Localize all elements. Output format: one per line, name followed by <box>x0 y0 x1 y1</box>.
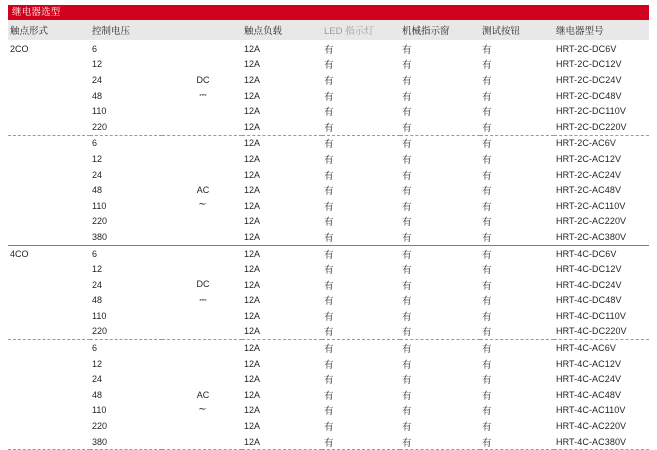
cell-control-voltage: 12 <box>92 264 103 275</box>
cell-contact-load: 12A <box>244 264 261 275</box>
table-header-row <box>8 20 649 41</box>
cell-relay-model: HRT-4C-AC110V <box>556 405 626 416</box>
cell-relay-model: HRT-4C-DC6V <box>554 245 649 261</box>
cell-test-button: 有 <box>482 60 492 72</box>
cell-control-voltage: 24 <box>92 74 103 85</box>
cell-control-voltage: 48 <box>92 185 103 196</box>
cell-test-button: 有 <box>482 359 492 371</box>
cell-voltage-kind <box>162 403 242 419</box>
cell-relay-model: HRT-4C-AC380V <box>554 434 649 450</box>
cell-control-voltage: 380 <box>90 434 162 450</box>
cell-relay-model: HRT-2C-AC6V <box>554 135 649 151</box>
cell-contact-load: 12A <box>242 340 322 356</box>
cell-mechanical-window: 有 <box>402 154 412 166</box>
cell-contact-load: 12A <box>244 90 261 101</box>
cell-control-voltage: 48 <box>92 295 103 306</box>
table-row <box>8 356 649 372</box>
cell-contact-form <box>8 293 90 309</box>
cell-test-button: 有 <box>482 186 492 198</box>
table-row <box>8 72 649 88</box>
cell-mechanical-window: 有 <box>400 41 480 57</box>
cell-contact-form <box>8 182 90 198</box>
cell-mechanical-window: 有 <box>402 201 412 213</box>
column-header-relay-model: 继电器型号 <box>554 20 649 41</box>
cell-test-button: 有 <box>482 232 492 244</box>
cell-relay-model: HRT-2C-DC6V <box>554 41 649 57</box>
cell-led-indicator: 有 <box>324 60 334 72</box>
cell-mechanical-window: 有 <box>400 245 480 261</box>
cell-test-button: 有 <box>482 107 492 119</box>
cell-relay-model: HRT-4C-DC220V <box>556 326 627 337</box>
cell-test-button: 有 <box>482 91 492 103</box>
cell-mechanical-window: 有 <box>400 135 480 151</box>
table-row <box>8 41 649 57</box>
column-header-led-indicator: LED 指示灯 <box>322 20 400 41</box>
cell-relay-model: HRT-2C-DC12V <box>556 59 622 70</box>
section-title: 继电器选型 <box>12 7 61 18</box>
cell-voltage-kind <box>162 88 242 104</box>
cell-contact-load: 12A <box>242 41 322 57</box>
cell-contact-form <box>8 261 90 277</box>
cell-led-indicator: 有 <box>324 280 334 292</box>
cell-relay-model: HRT-2C-AC110V <box>556 200 626 211</box>
cell-contact-form <box>8 135 90 151</box>
table-row <box>8 214 649 230</box>
cell-relay-model: HRT-2C-DC48V <box>556 90 622 101</box>
table-row <box>8 293 649 309</box>
column-header-contact-load: 触点负载 <box>242 20 322 41</box>
cell-test-button: 有 <box>482 280 492 292</box>
cell-contact-load: 12A <box>244 310 261 321</box>
cell-contact-load: 12A <box>244 169 261 180</box>
cell-contact-form <box>8 103 90 119</box>
voltage-kind-label: AC <box>196 184 210 195</box>
voltage-kind-label: DC <box>196 74 210 85</box>
column-header-control-voltage: 控制电压 <box>90 20 162 41</box>
cell-contact-load: 12A <box>244 326 261 337</box>
cell-contact-form <box>8 214 90 230</box>
cell-test-button: 有 <box>482 390 492 402</box>
cell-relay-model: HRT-4C-DC48V <box>556 295 622 306</box>
cell-control-voltage: 24 <box>92 279 103 290</box>
cell-contact-form: 2CO <box>8 41 90 57</box>
cell-led-indicator: 有 <box>322 41 400 57</box>
cell-led-indicator: 有 <box>324 375 334 387</box>
cell-mechanical-window: 有 <box>402 186 412 198</box>
cell-contact-load: 12A <box>244 153 261 164</box>
ac-wave-icon: ∼ <box>198 198 208 210</box>
table-row <box>8 403 649 419</box>
cell-contact-load: 12A <box>244 374 261 385</box>
table-row <box>8 277 649 293</box>
cell-mechanical-window: 有 <box>402 91 412 103</box>
cell-led-indicator: 有 <box>324 265 334 277</box>
cell-contact-form <box>8 418 90 434</box>
cell-contact-load: 12A <box>244 295 261 306</box>
cell-mechanical-window: 有 <box>400 340 480 356</box>
cell-test-button: 有 <box>480 340 554 356</box>
cell-mechanical-window: 有 <box>402 390 412 402</box>
relay-selection-table <box>8 20 649 450</box>
table-row <box>8 434 649 450</box>
cell-test-button: 有 <box>482 327 492 339</box>
cell-led-indicator: 有 <box>324 107 334 119</box>
cell-contact-form <box>8 324 90 340</box>
table-row <box>8 261 649 277</box>
cell-voltage-kind <box>162 229 242 245</box>
cell-contact-form <box>8 340 90 356</box>
cell-mechanical-window: 有 <box>402 122 412 134</box>
table-row <box>8 308 649 324</box>
cell-control-voltage: 12 <box>92 358 103 369</box>
cell-relay-model: HRT-4C-AC24V <box>556 374 622 385</box>
cell-contact-load: 12A <box>244 358 261 369</box>
cell-test-button: 有 <box>482 296 492 308</box>
cell-led-indicator: 有 <box>324 422 334 434</box>
cell-voltage-kind <box>162 340 242 356</box>
cell-test-button: 有 <box>482 154 492 166</box>
table-row <box>8 151 649 167</box>
cell-led-indicator: 有 <box>324 296 334 308</box>
cell-led-indicator: 有 <box>324 186 334 198</box>
cell-contact-load: 12A <box>242 434 322 450</box>
table-row <box>8 88 649 104</box>
cell-test-button: 有 <box>482 201 492 213</box>
cell-voltage-kind <box>162 434 242 450</box>
cell-control-voltage: 6 <box>90 245 162 261</box>
cell-test-button: 有 <box>482 265 492 277</box>
cell-contact-form <box>8 167 90 183</box>
cell-test-button: 有 <box>482 170 492 182</box>
table-row <box>8 229 649 245</box>
cell-control-voltage: 220 <box>92 121 108 132</box>
cell-led-indicator: 有 <box>324 154 334 166</box>
cell-mechanical-window: 有 <box>402 296 412 308</box>
cell-voltage-kind <box>162 214 242 230</box>
cell-voltage-kind <box>162 371 242 387</box>
cell-mechanical-window: 有 <box>402 327 412 339</box>
cell-mechanical-window: 有 <box>402 107 412 119</box>
cell-relay-model: HRT-4C-DC12V <box>556 264 622 275</box>
cell-contact-form <box>8 198 90 214</box>
cell-control-voltage: 12 <box>92 59 103 70</box>
cell-mechanical-window: 有 <box>402 265 412 277</box>
cell-test-button: 有 <box>482 406 492 418</box>
cell-mechanical-window: 有 <box>402 311 412 323</box>
table-row <box>8 324 649 340</box>
cell-voltage-kind <box>162 57 242 73</box>
cell-contact-load: 12A <box>242 245 322 261</box>
cell-contact-form <box>8 151 90 167</box>
cell-control-voltage: 110 <box>92 310 107 321</box>
cell-relay-model: HRT-2C-DC110V <box>556 106 626 117</box>
cell-contact-form <box>8 371 90 387</box>
cell-control-voltage: 48 <box>92 389 103 400</box>
cell-relay-model: HRT-2C-DC24V <box>556 74 622 85</box>
cell-led-indicator: 有 <box>324 217 334 229</box>
cell-control-voltage: 24 <box>92 169 103 180</box>
cell-voltage-kind <box>162 261 242 277</box>
cell-control-voltage: 6 <box>90 135 162 151</box>
cell-contact-load: 12A <box>244 59 261 70</box>
table-row <box>8 245 649 261</box>
cell-relay-model: HRT-2C-AC12V <box>556 153 622 164</box>
cell-contact-load: 12A <box>244 106 261 117</box>
cell-led-indicator: 有 <box>324 311 334 323</box>
cell-voltage-kind <box>162 182 242 198</box>
cell-contact-load: 12A <box>242 135 322 151</box>
cell-test-button: 有 <box>480 434 554 450</box>
cell-relay-model: HRT-2C-AC380V <box>556 231 627 242</box>
table-row <box>8 418 649 434</box>
cell-relay-model: HRT-4C-DC110V <box>556 310 626 321</box>
cell-contact-load: 12A <box>244 216 261 227</box>
dc-line-icon: ⎓ <box>199 90 207 101</box>
cell-test-button: 有 <box>482 375 492 387</box>
cell-contact-load: 12A <box>244 200 261 211</box>
table-row <box>8 340 649 356</box>
table-body <box>8 41 649 450</box>
cell-relay-model: HRT-2C-DC220V <box>556 121 627 132</box>
cell-test-button: 有 <box>480 41 554 57</box>
cell-mechanical-window: 有 <box>402 280 412 292</box>
cell-test-button: 有 <box>482 311 492 323</box>
cell-contact-form: 4CO <box>8 245 90 261</box>
cell-contact-load: 12A <box>244 405 261 416</box>
cell-control-voltage: 380 <box>92 231 108 242</box>
ac-wave-icon: ∼ <box>198 403 208 415</box>
cell-relay-model: HRT-2C-AC220V <box>556 216 627 227</box>
cell-relay-model: HRT-4C-AC220V <box>556 421 627 432</box>
cell-test-button: 有 <box>480 135 554 151</box>
cell-relay-model: HRT-4C-AC48V <box>556 389 622 400</box>
cell-control-voltage: 220 <box>92 216 108 227</box>
cell-led-indicator: 有 <box>324 359 334 371</box>
cell-voltage-kind <box>162 293 242 309</box>
cell-control-voltage: 6 <box>90 340 162 356</box>
table-row <box>8 57 649 73</box>
cell-contact-load: 12A <box>244 74 261 85</box>
cell-led-indicator: 有 <box>324 170 334 182</box>
cell-contact-load: 12A <box>244 389 261 400</box>
cell-voltage-kind <box>162 308 242 324</box>
table-row <box>8 371 649 387</box>
cell-contact-load: 12A <box>244 185 261 196</box>
cell-control-voltage: 110 <box>92 405 107 416</box>
cell-voltage-kind <box>162 72 242 88</box>
cell-contact-load: 12A <box>244 121 261 132</box>
cell-relay-model: HRT-4C-AC6V <box>554 340 649 356</box>
cell-mechanical-window: 有 <box>402 232 412 244</box>
column-header-mechanical-window: 机械指示窗 <box>400 20 480 41</box>
cell-contact-form <box>8 229 90 245</box>
cell-led-indicator: 有 <box>324 390 334 402</box>
cell-relay-model: HRT-4C-DC24V <box>556 279 622 290</box>
column-header-test-button: 测试按钮 <box>480 20 554 41</box>
cell-test-button: 有 <box>480 245 554 261</box>
cell-contact-form <box>8 88 90 104</box>
cell-control-voltage: 6 <box>90 41 162 57</box>
cell-mechanical-window: 有 <box>402 375 412 387</box>
cell-control-voltage: 12 <box>92 153 103 164</box>
cell-led-indicator: 有 <box>322 135 400 151</box>
voltage-kind-label: DC <box>196 279 210 290</box>
voltage-kind-label: AC <box>196 389 210 400</box>
cell-control-voltage: 48 <box>92 90 103 101</box>
cell-led-indicator: 有 <box>324 122 334 134</box>
cell-voltage-kind <box>162 119 242 135</box>
table-row <box>8 119 649 135</box>
cell-contact-form <box>8 119 90 135</box>
cell-led-indicator: 有 <box>324 232 334 244</box>
cell-led-indicator: 有 <box>324 91 334 103</box>
table-row <box>8 167 649 183</box>
cell-voltage-kind <box>162 103 242 119</box>
cell-led-indicator: 有 <box>322 245 400 261</box>
cell-control-voltage: 110 <box>92 106 107 117</box>
table-row <box>8 182 649 198</box>
cell-control-voltage: 220 <box>92 326 108 337</box>
cell-mechanical-window: 有 <box>402 422 412 434</box>
cell-led-indicator: 有 <box>324 327 334 339</box>
cell-contact-form <box>8 403 90 419</box>
cell-mechanical-window: 有 <box>402 75 412 87</box>
cell-mechanical-window: 有 <box>402 406 412 418</box>
table-row <box>8 387 649 403</box>
cell-voltage-kind <box>162 356 242 372</box>
cell-test-button: 有 <box>482 75 492 87</box>
cell-relay-model: HRT-2C-AC24V <box>556 169 622 180</box>
column-header-voltage-kind <box>162 20 242 41</box>
cell-voltage-kind <box>162 245 242 261</box>
cell-contact-load: 12A <box>244 279 261 290</box>
cell-led-indicator: 有 <box>322 434 400 450</box>
cell-voltage-kind <box>162 277 242 293</box>
cell-voltage-kind <box>162 198 242 214</box>
cell-voltage-kind <box>162 135 242 151</box>
table-row <box>8 198 649 214</box>
cell-mechanical-window: 有 <box>402 359 412 371</box>
cell-contact-load: 12A <box>244 231 261 242</box>
cell-voltage-kind <box>162 324 242 340</box>
cell-voltage-kind <box>162 418 242 434</box>
cell-test-button: 有 <box>482 422 492 434</box>
cell-test-button: 有 <box>482 217 492 229</box>
cell-voltage-kind <box>162 151 242 167</box>
cell-control-voltage: 24 <box>92 374 103 385</box>
cell-led-indicator: 有 <box>324 406 334 418</box>
cell-control-voltage: 220 <box>92 421 108 432</box>
cell-mechanical-window: 有 <box>402 60 412 72</box>
cell-relay-model: HRT-4C-AC12V <box>556 358 622 369</box>
cell-control-voltage: 110 <box>92 200 107 211</box>
cell-test-button: 有 <box>482 122 492 134</box>
cell-contact-load: 12A <box>244 421 261 432</box>
table-row <box>8 103 649 119</box>
cell-contact-form <box>8 387 90 403</box>
cell-voltage-kind <box>162 167 242 183</box>
cell-contact-form <box>8 356 90 372</box>
cell-contact-form <box>8 434 90 450</box>
cell-mechanical-window: 有 <box>400 434 480 450</box>
cell-relay-model: HRT-2C-AC48V <box>556 185 622 196</box>
cell-led-indicator: 有 <box>324 201 334 213</box>
cell-voltage-kind <box>162 41 242 57</box>
column-header-contact-form: 触点形式 <box>8 20 90 41</box>
table-row <box>8 135 649 151</box>
section-title-bar <box>8 5 649 20</box>
cell-contact-form <box>8 277 90 293</box>
cell-contact-form <box>8 308 90 324</box>
cell-led-indicator: 有 <box>324 75 334 87</box>
cell-mechanical-window: 有 <box>402 217 412 229</box>
cell-contact-form <box>8 57 90 73</box>
table-header <box>8 20 649 41</box>
cell-contact-form <box>8 72 90 88</box>
cell-voltage-kind <box>162 387 242 403</box>
cell-led-indicator: 有 <box>322 340 400 356</box>
cell-mechanical-window: 有 <box>402 170 412 182</box>
dc-line-icon: ⎓ <box>199 294 207 305</box>
